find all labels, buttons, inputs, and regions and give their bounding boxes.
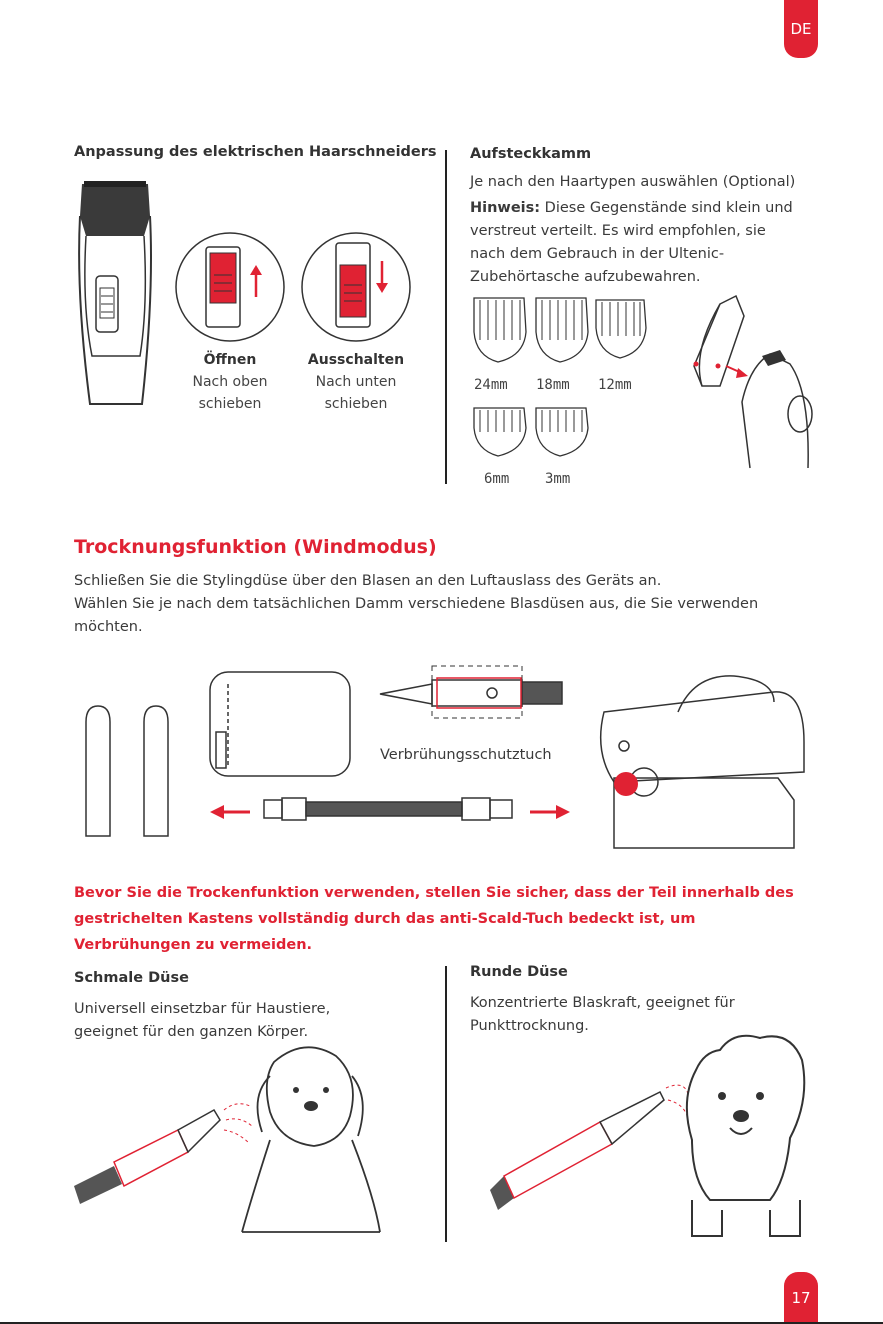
column-divider-bottom <box>445 966 447 1242</box>
round-title: Runde Düse <box>470 964 568 980</box>
towel-label: Verbrühungsschutztuch <box>380 747 552 763</box>
comb-subtitle: Je nach den Haartypen auswählen (Optional) <box>470 174 796 190</box>
trimmer-title: Anpassung des elektrischen Haarschneiders <box>74 144 437 160</box>
off-caption <box>294 349 418 415</box>
open-label: Öffnen <box>203 352 257 368</box>
narrow-desc: Universell einsetzbar für Haustiere, geeignet für den ganzen Körper. <box>74 1001 331 1040</box>
open-caption <box>168 349 292 415</box>
off-desc: Nach unten schieben <box>315 374 397 412</box>
note-text: Diese Gegenstände sind klein und verstreut verteilt. Es wird empfohlen, sie nach dem Gebrauch in der Ultenic-Zubehörtasche aufzubewahren. <box>470 200 793 285</box>
trimmer-illustration <box>74 176 156 408</box>
comb-attach-trimmer-icon <box>680 292 812 468</box>
switch-off-icon <box>300 231 412 343</box>
switch-open-icon <box>174 231 286 343</box>
column-divider-top <box>445 150 447 484</box>
drying-line1: Schließen Sie die Stylingdüse über den Blasen an den Luftauslass des Geräts an. <box>74 573 662 589</box>
comb-size-12: 12mm <box>598 377 632 393</box>
drying-line2: Wählen Sie je nach dem tatsächlichen Damm verschiedene Blasdüsen aus, die Sie verwenden möchten. <box>74 596 759 635</box>
page-number-tab <box>784 1272 818 1324</box>
drying-warning: Bevor Sie die Trockenfunktion verwenden, stellen Sie sicher, dass der Teil innerhalb des gestrichelten Kastens vollständig durch das anti-Scald-Tuch bedeckt ist, um Verbrühungen zu vermeiden. <box>74 885 794 953</box>
off-label: Ausschalten <box>307 352 405 368</box>
comb-title: Aufsteckkamm <box>470 146 592 162</box>
round-nozzle-dog-illustration <box>470 1030 810 1242</box>
comb-size-3: 3mm <box>545 471 571 487</box>
narrow-title: Schmale Düse <box>74 970 189 986</box>
open-desc: Nach oben schieben <box>192 374 268 412</box>
note-label: Hinweis: <box>470 200 541 216</box>
comb-size-6: 6mm <box>484 471 510 487</box>
drying-setup-illustration <box>74 662 834 872</box>
comb-size-18: 18mm <box>536 377 570 393</box>
page-number: 17 <box>791 1289 811 1307</box>
narrow-nozzle-dog-illustration <box>74 1036 410 1242</box>
language-label: DE <box>790 20 812 38</box>
drying-title: Trocknungsfunktion (Windmodus) <box>74 536 437 558</box>
language-tab <box>784 0 818 58</box>
comb-size-24: 24mm <box>474 377 508 393</box>
comb-note <box>470 197 805 289</box>
round-desc: Konzentrierte Blaskraft, geeignet für Punkttrocknung. <box>470 995 735 1034</box>
